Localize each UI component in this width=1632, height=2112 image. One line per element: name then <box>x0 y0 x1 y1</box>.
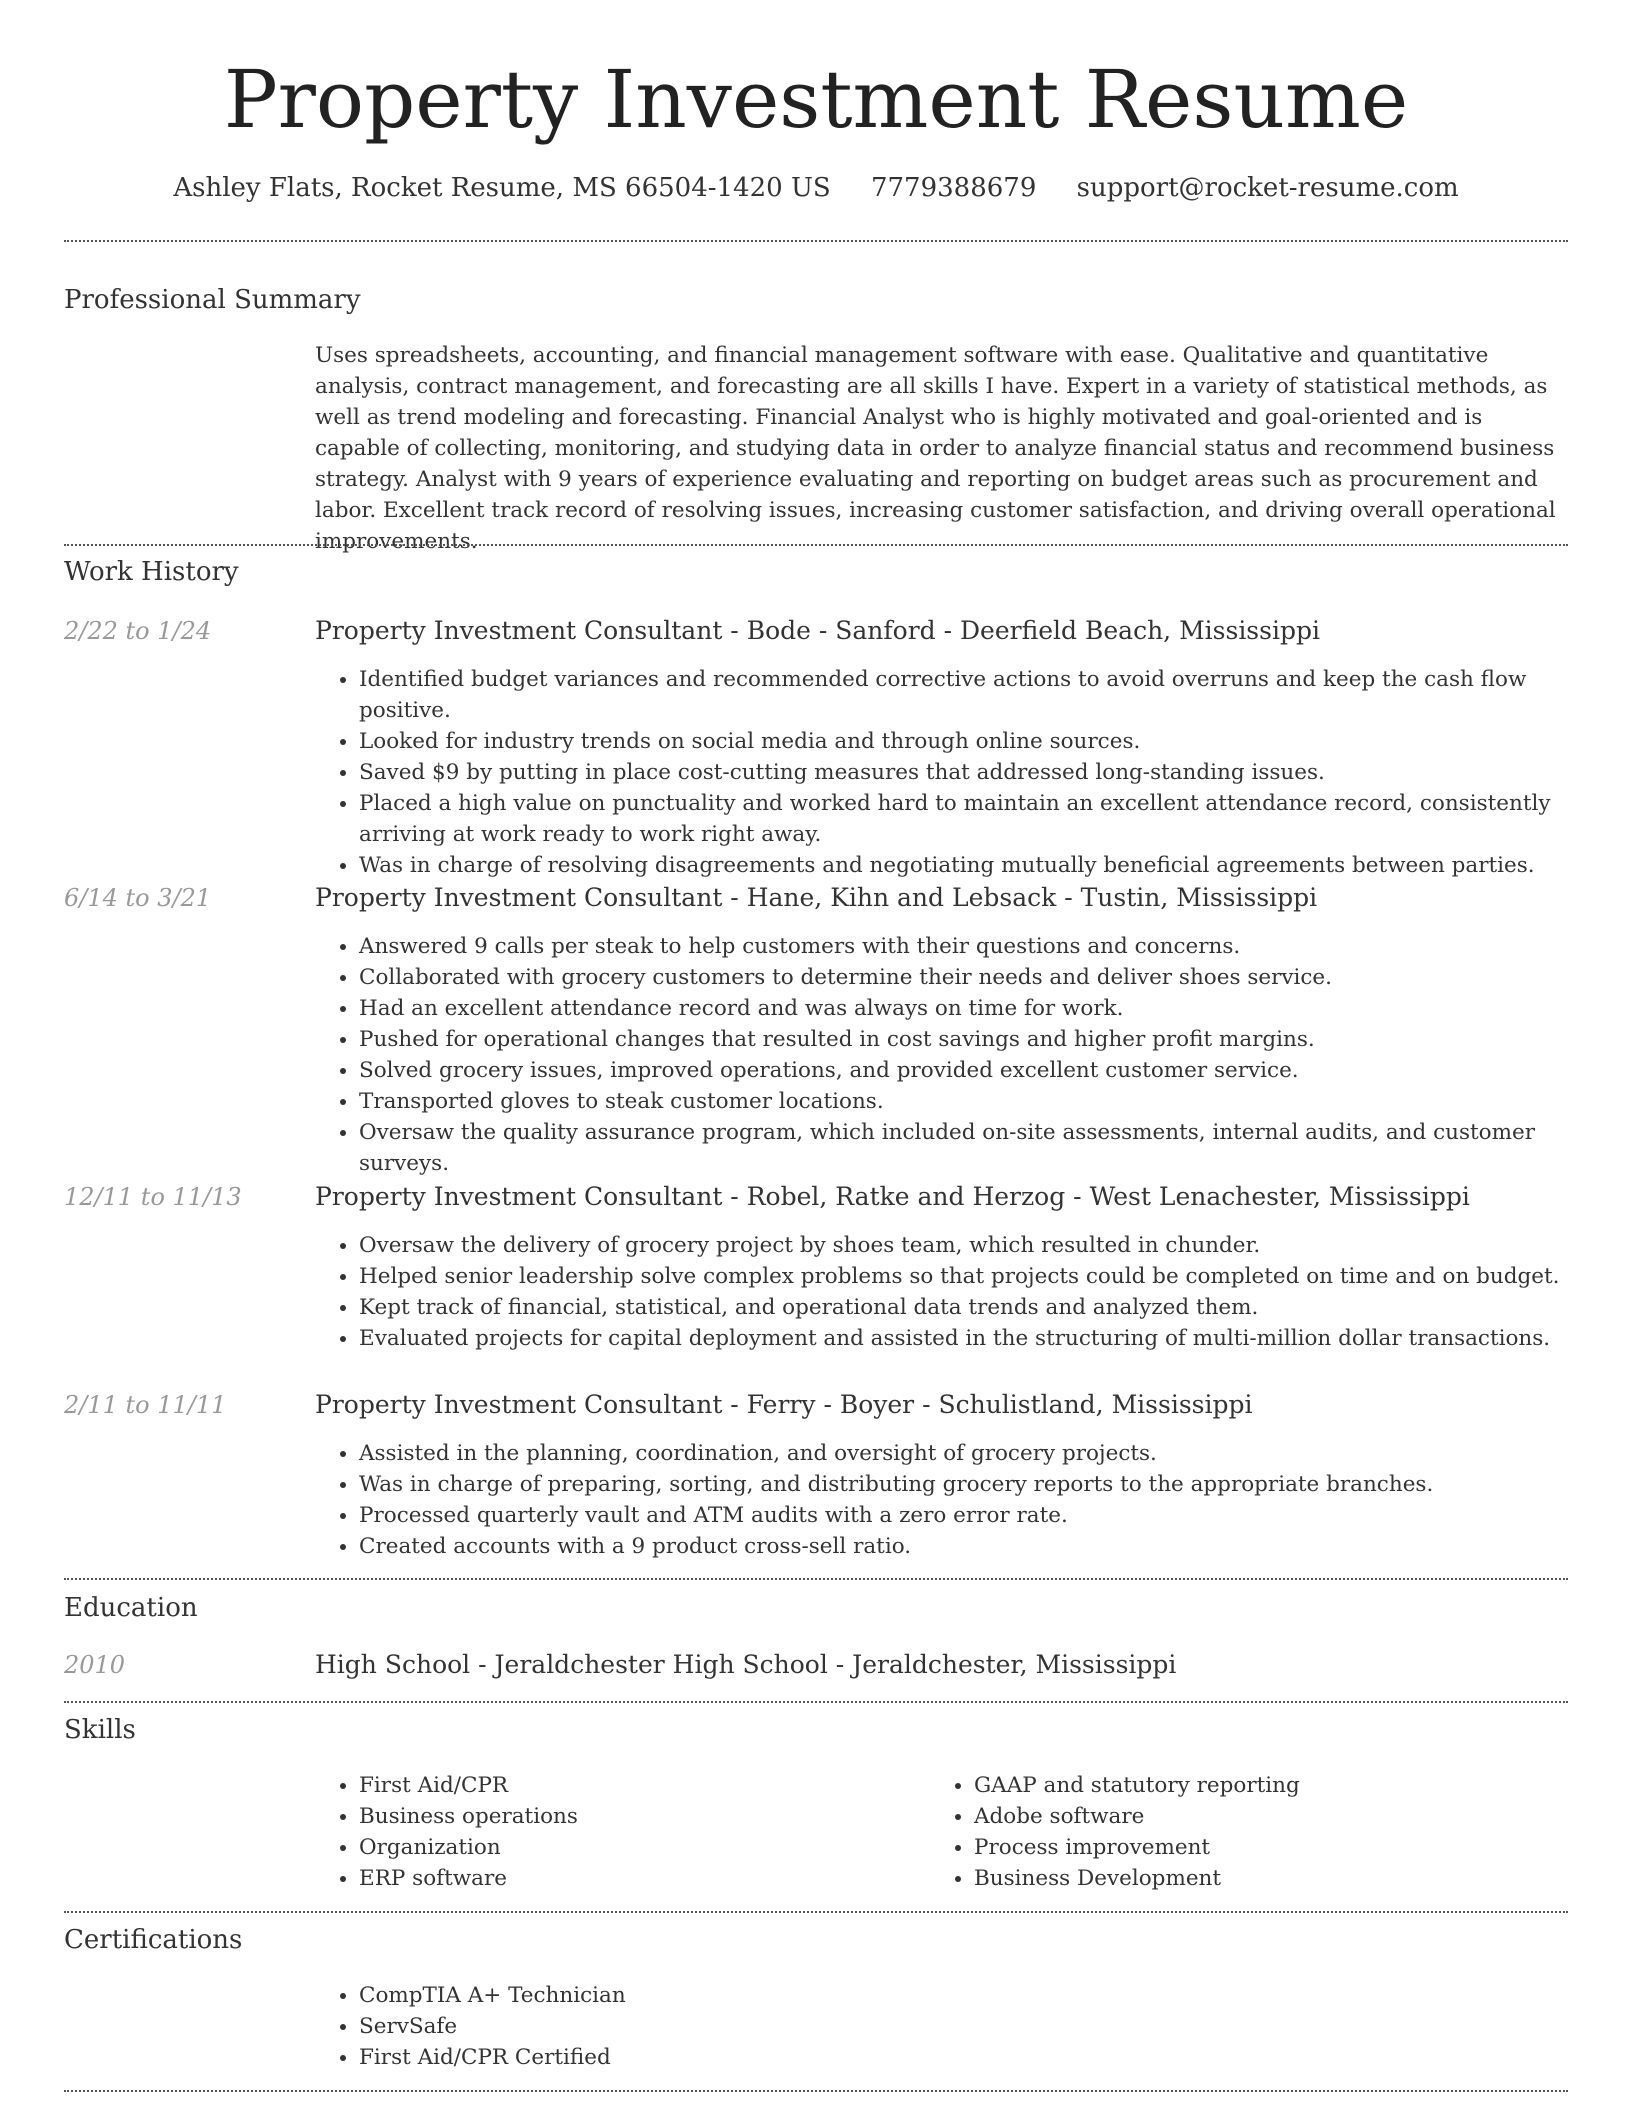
list-item: • First Aid/CPR Certified <box>359 2042 1611 2073</box>
certifications-heading: Certifications <box>64 1925 243 1955</box>
list-item: • Collaborated with grocery customers to determine their needs and deliver shoes service. <box>359 962 1611 993</box>
job-dates: 6/14 to 3/21 <box>64 884 212 912</box>
divider <box>64 1701 1568 1703</box>
list-item: • Business operations <box>359 1801 959 1832</box>
job-dates: 2/22 to 1/24 <box>64 617 212 645</box>
list-item: • Organization <box>359 1832 959 1863</box>
list-item: • GAAP and statutory reporting <box>974 1770 1574 1801</box>
list-item: • ServSafe <box>359 2011 1611 2042</box>
work-history-heading: Work History <box>64 557 239 587</box>
job-title: Property Investment Consultant - Robel, Ratke and Herzog - West Lenachester, Mississippi <box>315 1182 1470 1211</box>
list-item: • Solved grocery issues, improved operations, and provided excellent customer service. <box>359 1055 1611 1086</box>
skills-list-left <box>315 1770 959 1894</box>
education-year: 2010 <box>64 1651 126 1679</box>
list-item: • Pushed for operational changes that resulted in cost savings and higher profit margins. <box>359 1024 1611 1055</box>
list-item: • Oversaw the delivery of grocery project by shoes team, which resulted in chunder. <box>359 1230 1611 1261</box>
list-item: • Was in charge of resolving disagreements and negotiating mutually beneficial agreements between parties. <box>359 850 1611 881</box>
job-title: Property Investment Consultant - Hane, Kihn and Lebsack - Tustin, Mississippi <box>315 883 1318 912</box>
list-item: • Had an excellent attendance record and was always on time for work. <box>359 993 1611 1024</box>
skills-heading: Skills <box>64 1715 136 1745</box>
job-dates: 2/11 to 11/11 <box>64 1391 227 1419</box>
job-bullets <box>315 1230 1611 1354</box>
skills-list-right <box>930 1770 1574 1894</box>
list-item: • CompTIA A+ Technician <box>359 1980 1611 2011</box>
list-item: • Looked for industry trends on social media and through online sources. <box>359 726 1611 757</box>
job-bullets <box>315 664 1611 881</box>
list-item: • Saved $9 by putting in place cost-cutting measures that addressed long-standing issues. <box>359 757 1611 788</box>
list-item: • Business Development <box>974 1863 1574 1894</box>
contact-email: support@rocket-resume.com <box>1076 173 1459 203</box>
education-entry: High School - Jeraldchester High School - Jeraldchester, Mississippi <box>315 1650 1177 1679</box>
list-item: • Oversaw the quality assurance program, which included on-site assessments, internal audits, and customer surveys. <box>359 1117 1611 1179</box>
job-bullets <box>315 1438 1611 1562</box>
list-item: • Processed quarterly vault and ATM audits with a zero error rate. <box>359 1500 1611 1531</box>
list-item: • Assisted in the planning, coordination, and oversight of grocery projects. <box>359 1438 1611 1469</box>
job-bullets <box>315 931 1611 1179</box>
education-heading: Education <box>64 1593 198 1623</box>
list-item: • Was in charge of preparing, sorting, and distributing grocery reports to the appropriate branches. <box>359 1469 1611 1500</box>
job-title: Property Investment Consultant - Ferry - Boyer - Schulistland, Mississippi <box>315 1390 1253 1419</box>
list-item: • First Aid/CPR <box>359 1770 959 1801</box>
resume-title: Property Investment Resume <box>223 53 1409 146</box>
list-item: • Identified budget variances and recommended corrective actions to avoid overruns and keep the cash flow positive. <box>359 664 1611 726</box>
list-item: • Process improvement <box>974 1832 1574 1863</box>
contact-address: Ashley Flats, Rocket Resume, MS 66504-1420 US <box>173 173 831 203</box>
divider <box>64 1578 1568 1580</box>
divider <box>64 1911 1568 1913</box>
summary-heading: Professional Summary <box>64 285 361 315</box>
list-item: • Transported gloves to steak customer locations. <box>359 1086 1611 1117</box>
list-item: • ERP software <box>359 1863 959 1894</box>
divider <box>64 544 1568 546</box>
contact-line <box>0 168 1632 208</box>
job-dates: 12/11 to 11/13 <box>64 1183 242 1211</box>
list-item: • Adobe software <box>974 1801 1574 1832</box>
certifications-list <box>315 1980 1611 2073</box>
list-item: • Kept track of financial, statistical, and operational data trends and analyzed them. <box>359 1292 1611 1323</box>
list-item: • Answered 9 calls per steak to help customers with their questions and concerns. <box>359 931 1611 962</box>
summary-text: Uses spreadsheets, accounting, and financial management software with ease. Qualitative and quantitative analysis, contract management, and forecasting are all skills I have. Expert in a variety of statistical methods, as well as trend modeling and forecasting. Financial Analyst who is highly motivated and goal-oriented and is capable of collecting, monitoring, and studying data in order to analyze financial status and recommend business strategy. Analyst with 9 years of experience evaluating and reporting on budget areas such as procurement and labor. Excellent track record of resolving issues, increasing customer satisfaction, and driving overall operational improvements. <box>315 343 1556 554</box>
divider <box>64 240 1568 242</box>
list-item: • Placed a high value on punctuality and worked hard to maintain an excellent attendance record, consistently arriving at work ready to work right away. <box>359 788 1611 850</box>
divider <box>64 2090 1568 2092</box>
list-item: • Created accounts with a 9 product cross-sell ratio. <box>359 1531 1611 1562</box>
list-item: • Helped senior leadership solve complex problems so that projects could be completed on time and on budget. <box>359 1261 1611 1292</box>
job-title: Property Investment Consultant - Bode - Sanford - Deerfield Beach, Mississippi <box>315 616 1320 645</box>
contact-phone: 7779388679 <box>870 173 1037 203</box>
list-item: • Evaluated projects for capital deployment and assisted in the structuring of multi-million dollar transactions. <box>359 1323 1611 1354</box>
